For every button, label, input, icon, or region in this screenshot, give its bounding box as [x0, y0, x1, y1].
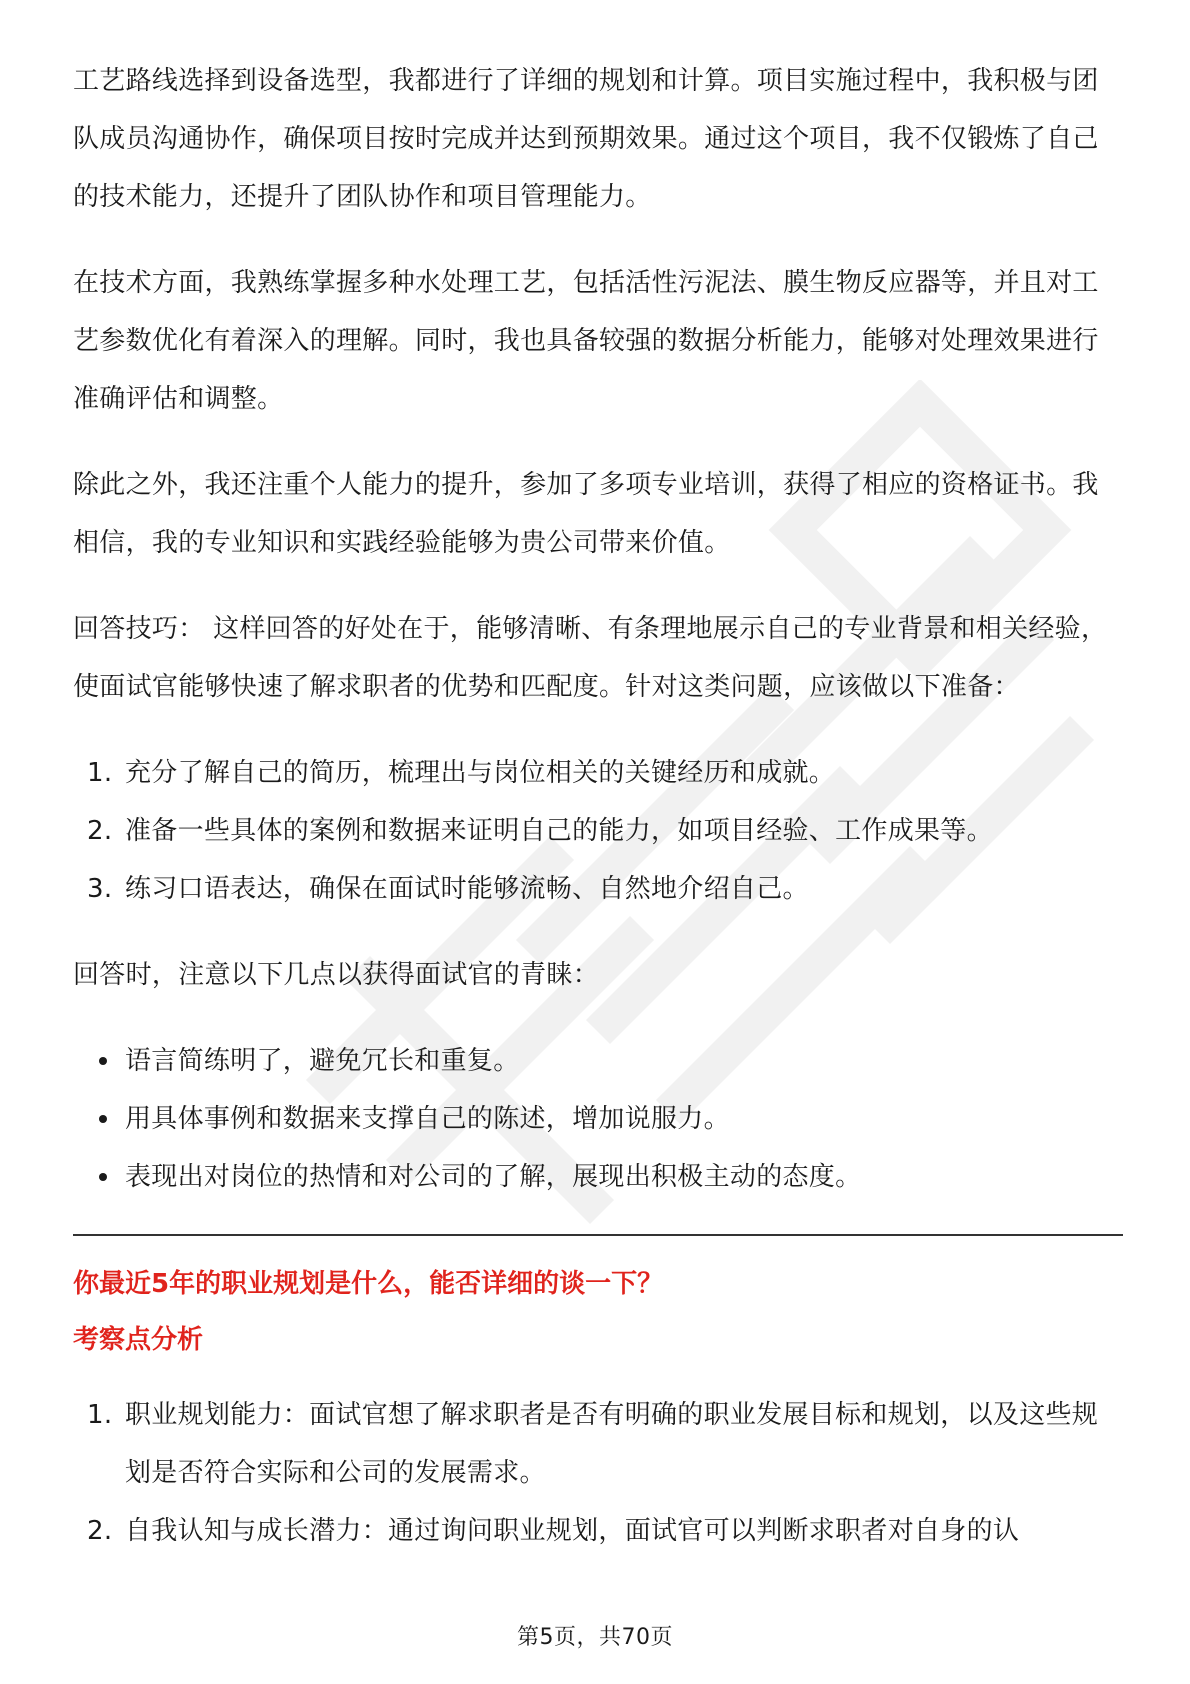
list-number: 3. [87, 874, 113, 904]
list-item [73, 744, 1123, 802]
list-item-text: 准备一些具体的案例和数据来证明自己的能力，如项目经验、工作成果等。 [125, 816, 993, 846]
list-number: 2. [87, 1516, 113, 1546]
section-divider [73, 1234, 1123, 1236]
analysis-list [73, 1386, 1123, 1560]
list-item [73, 1148, 1123, 1206]
list-item [73, 860, 1123, 918]
list-item-text: 职业规划能力：面试官想了解求职者是否有明确的职业发展目标和规划，以及这些规划是否符合实际和公司的发展需求。 [125, 1400, 1099, 1488]
document-body [73, 52, 1123, 1588]
paragraph-project-experience: 工艺路线选择到设备选型，我都进行了详细的规划和计算。项目实施过程中，我积极与团队成员沟通协作，确保项目按时完成并达到预期效果。通过这个项目，我不仅锻炼了自己的技术能力，还提升了团队协作和项目管理能力。 [73, 66, 1099, 212]
bullet-icon [99, 1115, 107, 1123]
list-item-text: 练习口语表达，确保在面试时能够流畅、自然地介绍自己。 [125, 874, 809, 904]
list-item-text: 用具体事例和数据来支撑自己的陈述，增加说服力。 [125, 1104, 730, 1134]
list-number: 1. [87, 1400, 113, 1430]
analysis-heading: 考察点分析 [73, 1325, 204, 1355]
list-item [73, 1502, 1123, 1560]
list-item-text: 自我认知与成长潜力：通过询问职业规划，面试官可以判断求职者对自身的认 [125, 1516, 1020, 1546]
list-item [73, 802, 1123, 860]
paragraph-personal-growth: 除此之外，我还注重个人能力的提升，参加了多项专业培训，获得了相应的资格证书。我相信，我的专业知识和实践经验能够为贵公司带来价值。 [73, 470, 1099, 558]
list-item [73, 1386, 1123, 1502]
list-item-text: 表现出对岗位的热情和对公司的了解，展现出积极主动的态度。 [125, 1162, 862, 1192]
list-item [73, 1032, 1123, 1090]
paragraph-tips-intro: 回答时，注意以下几点以获得面试官的青睐： [73, 960, 600, 990]
bullet-icon [99, 1173, 107, 1181]
bullet-icon [99, 1057, 107, 1065]
list-item [73, 1090, 1123, 1148]
list-number: 2. [87, 816, 113, 846]
list-item-text: 充分了解自己的简历，梳理出与岗位相关的关键经历和成就。 [125, 758, 836, 788]
prep-list [73, 744, 1123, 918]
interview-question: 你最近5年的职业规划是什么，能否详细的谈一下？ [73, 1269, 664, 1299]
page-footer: 第5页，共70页 [517, 1625, 673, 1650]
paragraph-technical-skills: 在技术方面，我熟练掌握多种水处理工艺，包括活性污泥法、膜生物反应器等，并且对工艺参数优化有着深入的理解。同时，我也具备较强的数据分析能力，能够对处理效果进行准确评估和调整。 [73, 268, 1099, 414]
paragraph-answer-tips: 回答技巧： 这样回答的好处在于，能够清晰、有条理地展示自己的专业背景和相关经验，使面试官能够快速了解求职者的优势和匹配度。针对这类问题，应该做以下准备： [73, 614, 1108, 702]
tips-list [73, 1032, 1123, 1206]
list-number: 1. [87, 758, 113, 788]
list-item-text: 语言简练明了，避免冗长和重复。 [125, 1046, 520, 1076]
